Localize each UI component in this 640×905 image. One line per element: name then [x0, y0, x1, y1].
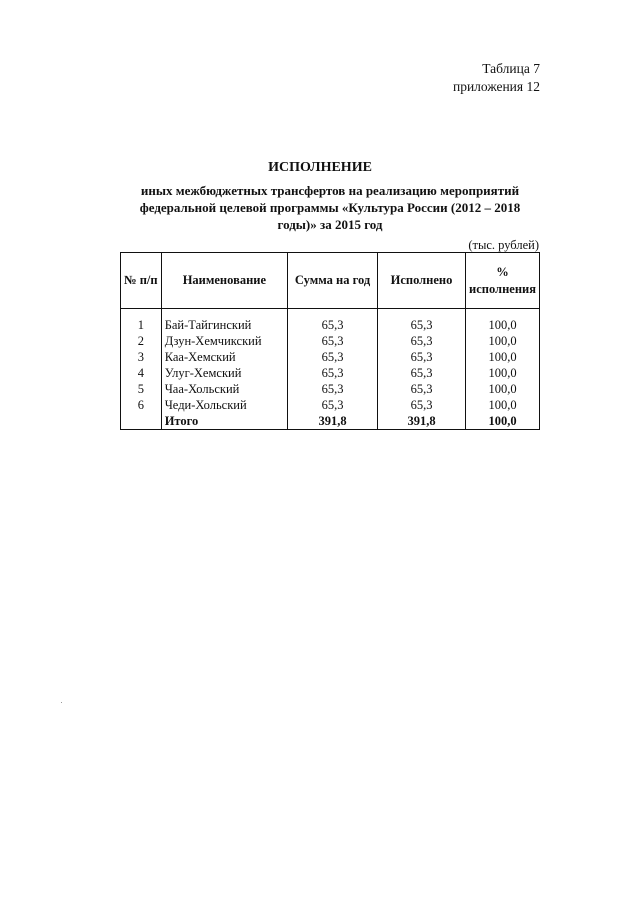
row-done: 65,3 [378, 397, 466, 413]
row-sum: 65,3 [288, 365, 378, 381]
row-pct: 100,0 [466, 333, 540, 349]
spacer-cell [161, 309, 287, 318]
spacer-row [121, 309, 540, 318]
row-name: Бай-Тайгинский [161, 317, 287, 333]
table-row [121, 381, 540, 397]
row-done: 65,3 [378, 365, 466, 381]
row-sum: 65,3 [288, 397, 378, 413]
row-pct: 100,0 [466, 317, 540, 333]
appendix-number: приложения 12 [452, 79, 540, 94]
subtitle-line-3: годы)» за 2015 год [277, 217, 383, 232]
header-pct: % исполнения [466, 253, 540, 309]
header-no: № п/п [121, 253, 162, 309]
row-pct: 100,0 [466, 365, 540, 381]
total-no-cell [121, 413, 162, 430]
document-title: ИСПОЛНЕНИЕ [268, 160, 372, 175]
table-row [121, 365, 540, 381]
header-name: Наименование [161, 253, 287, 309]
row-sum: 65,3 [288, 317, 378, 333]
row-no: 2 [121, 333, 162, 349]
spacer-cell [121, 309, 162, 318]
header-sum: Сумма на год [288, 253, 378, 309]
document-subtitle [120, 182, 540, 233]
spacer-cell [378, 309, 466, 318]
table-reference [453, 60, 540, 96]
table-number: Таблица 7 [482, 61, 540, 76]
scan-speck [61, 702, 62, 703]
row-name: Дзун-Хемчикский [161, 333, 287, 349]
row-name: Каа-Хемский [161, 349, 287, 365]
row-sum: 65,3 [288, 333, 378, 349]
row-no: 1 [121, 317, 162, 333]
row-pct: 100,0 [466, 381, 540, 397]
row-done: 65,3 [378, 317, 466, 333]
total-sum: 391,8 [288, 413, 378, 430]
row-no: 6 [121, 397, 162, 413]
spacer-cell [288, 309, 378, 318]
row-sum: 65,3 [288, 349, 378, 365]
total-row [121, 413, 540, 430]
row-done: 65,3 [378, 333, 466, 349]
execution-table [120, 252, 540, 430]
row-sum: 65,3 [288, 381, 378, 397]
row-pct: 100,0 [466, 349, 540, 365]
total-label: Итого [161, 413, 287, 430]
row-done: 65,3 [378, 381, 466, 397]
row-done: 65,3 [378, 349, 466, 365]
table-header-row [121, 253, 540, 309]
table-row [121, 333, 540, 349]
header-done: Исполнено [378, 253, 466, 309]
table-row [121, 317, 540, 333]
total-done: 391,8 [378, 413, 466, 430]
table-row [121, 397, 540, 413]
total-pct: 100,0 [466, 413, 540, 430]
row-no: 3 [121, 349, 162, 365]
subtitle-line-2: федеральной целевой программы «Культура России (2012 – 2018 [139, 200, 521, 215]
spacer-cell [466, 309, 540, 318]
row-no: 4 [121, 365, 162, 381]
table-row [121, 349, 540, 365]
row-no: 5 [121, 381, 162, 397]
row-pct: 100,0 [466, 397, 540, 413]
units-note: (тыс. рублей) [468, 238, 539, 252]
row-name: Чаа-Хольский [161, 381, 287, 397]
subtitle-line-1: иных межбюджетных трансфертов на реализацию мероприятий [140, 183, 520, 198]
row-name: Улуг-Хемский [161, 365, 287, 381]
row-name: Чеди-Хольский [161, 397, 287, 413]
